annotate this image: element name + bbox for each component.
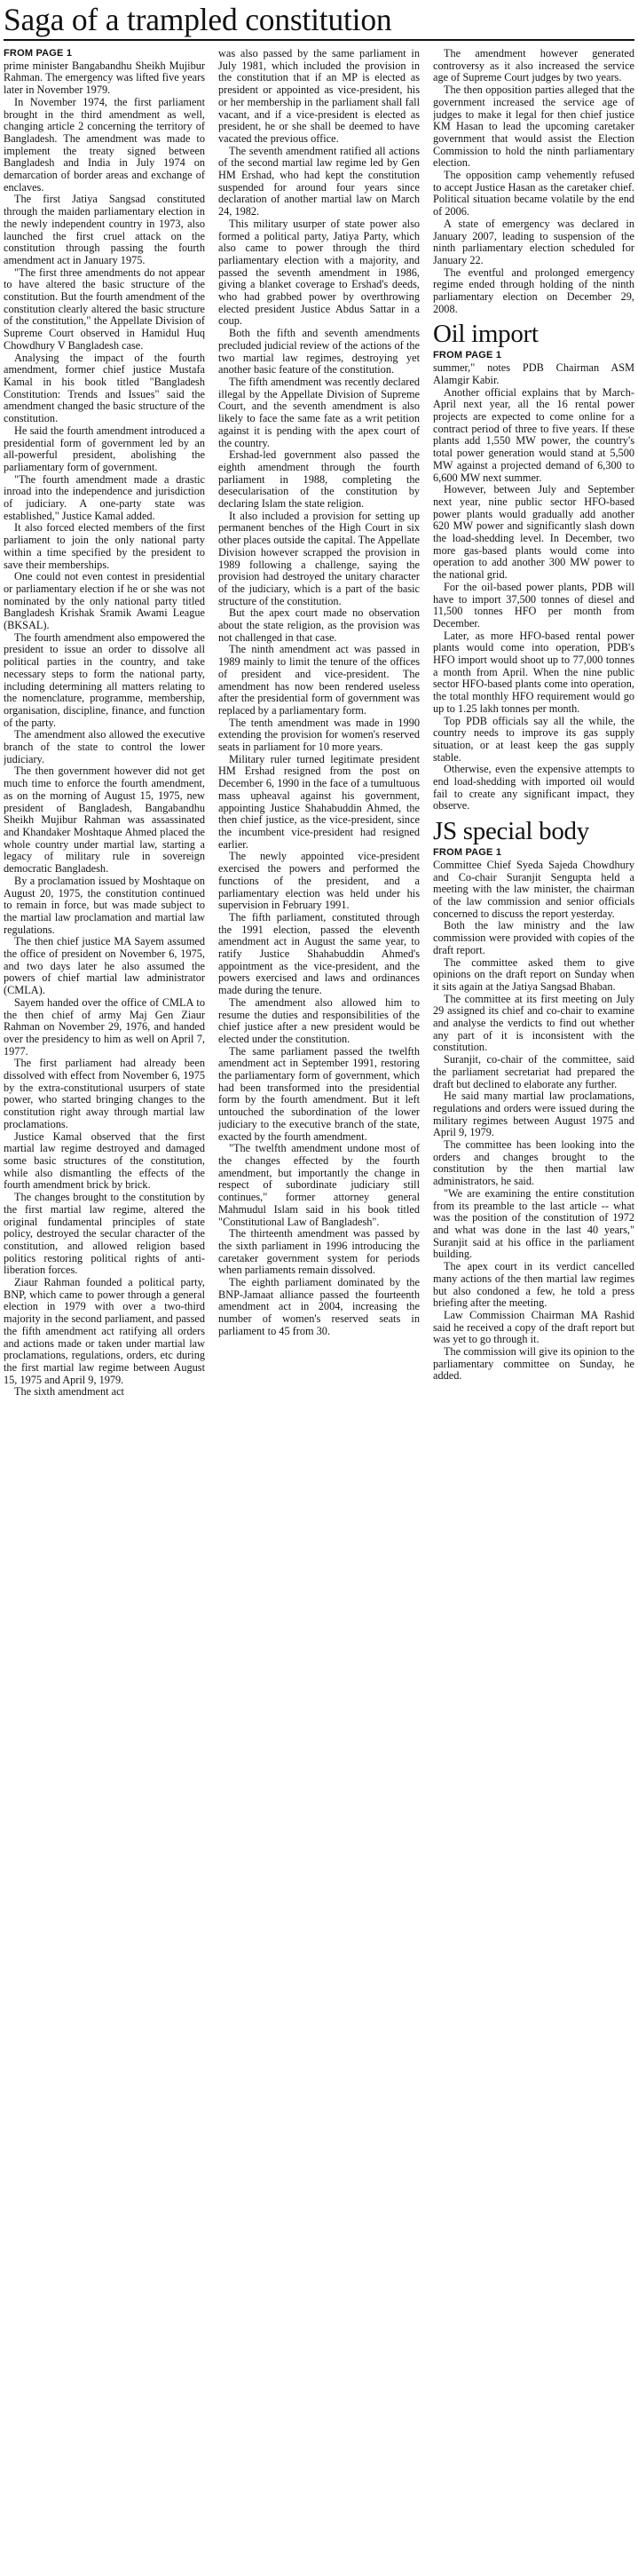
article-paragraph: The amendment also allowed him to resume the duties and responsibilities of the chief justice after a new president would be elected under the constitution. — [218, 995, 420, 1045]
article-paragraph: The fifth parliament, constituted through the 1991 election, passed the eleventh amendment act in August the same year, to ratify Justice Shahabuddin Ahmed's appointment as the vice-president, and the powers exercised and laws and ordinances made during the tenure. — [218, 910, 420, 997]
article-paragraph: The same parliament passed the twelfth amendment act in September 1991, restoring the parliamentary form of government, which had been transformed into the presidential form by the fourth amendment. But it left untouched the subordination of the lower judiciary to the executive branch of the state, exacted by the fourth amendment. — [218, 1044, 420, 1143]
article-paragraph: The changes brought to the constitution by the first martial law regime, altered the original fundamental principles of state policy, destroyed the secular character of the constitution, and allowed religion based politics restoring political rights of anti-liberation forces. — [4, 1191, 205, 1277]
article-paragraph: The then opposition parties alleged that the government increased the service age of judges to make it legal for then chief justice KM Hasan to lead the upcoming caretaker government that would assist the Election Commission to hold the ninth parliamentary election. — [433, 83, 634, 170]
headline-rule — [4, 39, 634, 41]
article-paragraph: The amendment also allowed the executive branch of the state to control the lower judiciary. — [4, 728, 205, 765]
article-paragraph: The thirteenth amendment was passed by the sixth parliament in 1996 introducing the caretaker government system for periods when parliaments remain dissolved. — [218, 1227, 420, 1277]
article-paragraph: The fifth amendment was recently declared illegal by the Appellate Division of Supreme Court, and the seventh amendment is also likely to face the same fate as a writ petition against it is pending with the apex court of the country. — [218, 375, 420, 449]
article-paragraph: Committee Chief Syeda Sajeda Chowdhury and Co-chair Suranjit Sengupta held a meeting with the law minister, the chairman of the law commission and senior officials concerned to discuss the report yesterday. — [433, 858, 634, 920]
article-paragraph: It also forced elected members of the first parliament to join the only national party within a time specified by the president to save their memberships. — [4, 521, 205, 571]
article-paragraph: He said many martial law proclamations, regulations and orders were issued during the military regimes between August 1975 and April 9, 1979. — [433, 1090, 634, 1139]
article-paragraph: The committee has been looking into the orders and changes brought to the constitution by the then martial law administrators, he said. — [433, 1138, 634, 1188]
article-paragraph: The opposition camp vehemently refused to accept Justice Hasan as the caretaker chief. Political situation became volatile by the end of 2006. — [433, 169, 634, 218]
article-paragraph: prime minister Bangabandhu Sheikh Mujibur Rahman. The emergency was lifted five years later in November 1979. — [4, 59, 205, 97]
headline: Saga of a trampled constitution — [4, 2, 392, 37]
article-paragraph: Both the law ministry and the law commission were provided with copies of the draft report. — [433, 919, 634, 956]
column-2-body — [218, 48, 420, 1338]
article-paragraph: Justice Kamal observed that the first martial law regime destroyed and damaged some basic structures of the constitution, while also dismantling the effects of the fourth amendment brick by brick. — [4, 1129, 205, 1192]
article-paragraph: Ziaur Rahman founded a political party, BNP, which came to power through a general election in 1979 with over a two-third majority in the second parliament, and passed the fifth amendment act ratifying all orders and actions made or taken under martial law proclamations, regulations, orders, etc during the first martial law regime between August 15, 1975 and April 9, 1979. — [4, 1276, 205, 1386]
article-paragraph: The first Jatiya Sangsad constituted through the maiden parliamentary election in the newly independent country in 1973, also launched the first cruel attack on the constitution through passing the fourth amendment act in January 1975. — [4, 193, 205, 266]
article-paragraph: Military ruler turned legitimate president HM Ershad resigned from the post on December 6, 1990 in the face of a tumultuous mass upheaval against his government, appointing Justice Shahabuddin Ahmed, the then chief justice, as the vice-president, since the incumbent vice-president had resigned earlier. — [218, 752, 420, 851]
article-paragraph: However, between July and September next year, nine public sector HFO-based power plants would gradually add another 620 MW power and significantly slash down the load-shedding level. In December, two more gas-based plants would come into operation to add another 300 MW power to the national grid. — [433, 483, 634, 582]
article-paragraph: The ninth amendment act was passed in 1989 mainly to limit the tenure of the offices of president and vice-president. The amendment has now been rendered useless after the presidential form of government was replaced by a parliamentary form. — [218, 643, 420, 717]
article-paragraph: Suranjit, co-chair of the committee, said the parliament secretariat had prepared the draft but declined to elaborate any further. — [433, 1053, 634, 1090]
oil-import-headline: Oil import — [433, 320, 539, 349]
article-paragraph: was also passed by the same parliament in July 1981, which included the provision in the constitution that if an MP is elected as president or appointed as vice-president, his or her membership in the parliament shall fall vacant, and if a vice-president is elected as president, he or she shall be deemed to have vacated the previous office. — [218, 48, 420, 145]
article-paragraph: But the apex court made no observation about the state religion, as the provision was not challenged in that case. — [218, 606, 420, 644]
article-paragraph: Top PDB officials say all the while, the country needs to improve its gas supply situation, or at least keep the gas supply stable. — [433, 714, 634, 764]
article-paragraph: "The first three amendments do not appear to have altered the basic structure of the constitution. But the fourth amendment of the constitution clearly altered the basic structure of the constitution," the Appellate Division of Supreme Court observed in Hamidul Huq Chowdhury V Bangladesh case. — [4, 266, 205, 352]
article-paragraph: Another official explains that by March-April next year, all the 16 rental power projects are expected to come online for a contract period of three to five years. If these plants add 1,550 MW power, the country's total power generation would stand at 5,500 MW against a projected demand of 6,300 to 6,600 MW next summer. — [433, 385, 634, 484]
article-paragraph: It also included a provision for setting up permanent benches of the High Court in six other places outside the capital. The Appellate Division however scrapped the provision in 1989 following a challenge, saying the provision had destroyed the unitary character of the judiciary, which is a part of the basic structure of the constitution. — [218, 509, 420, 607]
article-paragraph: The amendment however generated controversy as it also increased the service age of Supreme Court judges by two years. — [433, 48, 634, 84]
article-paragraph: Otherwise, even the expensive attempts to end load-shedding with imported oil would fail to create any significant impact, they observe. — [433, 763, 634, 812]
article-paragraph: Later, as more HFO-based rental power plants would come into operation, PDB's HFO import would shoot up to 77,000 tonnes a month from April. When the nine public sector HFO-based plants come into operation, the total monthly HFO requirement would go up to 1.25 lakh tonnes per month. — [433, 629, 634, 715]
article-paragraph: The first parliament had already been dissolved with effect from November 6, 1975 by the extra-constitutional usurpers of state power, who started bringing changes to the constitution right away through martial law proclamations. — [4, 1057, 205, 1130]
article-paragraph: The newly appointed vice-president exercised the powers and performed the functions of the president, and a parliamentary election was held under his supervision in February 1991. — [218, 850, 420, 912]
oil-import-body — [433, 362, 634, 812]
article-paragraph: By a proclamation issued by Moshtaque on August 20, 1975, the constitution continued to remain in force, but was made subject to the martial law proclamation and martial law regulations. — [4, 874, 205, 936]
article-paragraph: "We are examining the entire constitution from its preamble to the last article -- what was the position of the constitution of 1972 and what was done in the last 40 years," Suranjit said at his office in the parliament building. — [433, 1186, 634, 1261]
article-paragraph: Analysing the impact of the fourth amendment, former chief justice Mustafa Kamal in his book titled "Bangladesh Constitution: Trends and Issues" said the amendment changed the basic structure of the constitution. — [4, 351, 205, 425]
article-paragraph: Ershad-led government also passed the eighth amendment through the fourth parliament in 1988, completing the desecularisation of the constitution by declaring Islam the state religion. — [218, 448, 420, 511]
article-paragraph: Sayem handed over the office of CMLA to the then chief of army Maj Gen Ziaur Rahman on November 29, 1976, and handed over the presidency to him as well on April 7, 1977. — [4, 995, 205, 1058]
article-paragraph: The apex court in its verdict cancelled many actions of the then martial law regimes but also condoned a few, he told a press briefing after the meeting. — [433, 1260, 634, 1310]
article-paragraph: The sixth amendment act — [14, 1385, 124, 1399]
column-3-top-body — [433, 48, 634, 315]
article-paragraph: The commission will give its opinion to the parliamentary committee on Sunday, he added. — [433, 1345, 634, 1383]
article-paragraph: The then government however did not get much time to enforce the fourth amendment, as on the morning of August 15, 1975, new president of Bangladesh, Bangabandhu Sheikh Mujibur Rahman was assassinated and Khandaker Moshtaque Ahmed placed the whole country under martial law, starting a legacy of military rule in sovereign democratic Bangladesh. — [4, 765, 205, 876]
column-1-body — [4, 60, 205, 1399]
article-paragraph: The eventful and prolonged emergency regime ended through holding of the ninth parliamentary election on December 29, 2008. — [433, 266, 634, 315]
js-special-body-body — [433, 860, 634, 1383]
article-paragraph: "The fourth amendment made a drastic inroad into the independence and jurisdiction of judiciary. A one-party state was established," Justice Kamal added. — [4, 472, 205, 522]
article-paragraph: The fourth amendment also empowered the president to issue an order to dissolve all political parties in the country, and take necessary steps to form the national party, including determining all matters relating to the nomenclature, programme, membership, organisation, discipline, finance, and function of the party. — [4, 630, 205, 729]
article-paragraph: Law Commission Chairman MA Rashid said he received a copy of the draft report but was yet to go through it. — [433, 1308, 634, 1346]
article-paragraph: summer," notes PDB Chairman ASM Alamgir Kabir. — [433, 361, 634, 386]
article-paragraph: The eighth parliament dominated by the BNP-Jamaat alliance passed the fourteenth amendment act in 2004, increasing the number of women's reserved seats in parliament to 45 from 30. — [218, 1276, 420, 1337]
column-2 — [218, 48, 420, 2572]
js-special-body-headline: JS special body — [433, 817, 589, 846]
article-paragraph: The committee at its first meeting on July 29 assigned its chief and co-chair to examine and analyse the verdicts to find out whether any part of it is inconsistent with the constitution. — [433, 992, 634, 1054]
article-paragraph: One could not even contest in presidential or parliamentary election if he or she was not nominated by the only national party titled Bangladesh Krishak Sramik Awami League (BKSAL). — [4, 570, 205, 632]
article-paragraph: The committee asked them to give opinions on the draft report on Sunday when it sits again at the Jatiya Sangsad Bhaban. — [433, 955, 634, 993]
article-paragraph: For the oil-based power plants, PDB will have to import 37,500 tonnes of diesel and 11,500 tonnes HFO per month from December. — [433, 580, 634, 630]
js-special-body-from-page-tag: FROM PAGE 1 — [433, 847, 502, 859]
article-paragraph: "The twelfth amendment undone most of the changes effected by the fourth amendment, but importantly the change in respect of subordinate judiciary still continues," former attorney general Mahmudul Islam said in his book titled "Constitutional Law of Bangladesh". — [218, 1142, 420, 1228]
article-paragraph: The then chief justice MA Sayem assumed the office of president on November 6, 1975, and two days later he also assumed the powers of chief martial law administrator (CMLA). — [4, 935, 205, 997]
article-paragraph: A state of emergency was declared in January 2007, leading to suspension of the ninth parliamentary election scheduled for January 22. — [433, 217, 634, 266]
article-paragraph: In November 1974, the first parliament brought in the third amendment as well, changing article 2 concerning the territory of Bangladesh. The amendment was made to implement the treaty signed between Bangladesh and India in July 1974 on demarcation of border areas and exchange of enclaves. — [4, 95, 205, 194]
column-3 — [433, 48, 634, 2572]
article-paragraph: Both the fifth and seventh amendments precluded judicial review of the actions of the two martial law regimes, destroying yet another basic feature of the constitution. — [218, 327, 420, 376]
from-page-tag: FROM PAGE 1 — [4, 48, 73, 59]
article-paragraph: The tenth amendment was made in 1990 extending the provision for women's reserved seats in parliament for 10 more years. — [218, 716, 420, 754]
article-paragraph: The seventh amendment ratified all actions of the second martial law regime led by Gen HM Ershad, who had kept the constitution suspended for around four years since declaration of another martial law on March 24, 1982. — [218, 144, 420, 218]
article-paragraph: He said the fourth amendment introduced a presidential form of government led by an all-powerful president, abolishing the parliamentary form of government. — [4, 424, 205, 473]
column-1 — [4, 48, 205, 2572]
oil-import-from-page-tag: FROM PAGE 1 — [433, 350, 502, 361]
article-paragraph: This military usurper of state power also formed a political party, Jatiya Party, which also came to power through the third parliamentary election with a majority, and passed the seventh amendment in 1986, giving a blanket coverage to Ershad's deeds, who had grabbed power by overthrowing elected president Justice Abdus Sattar in a coup. — [218, 217, 420, 328]
